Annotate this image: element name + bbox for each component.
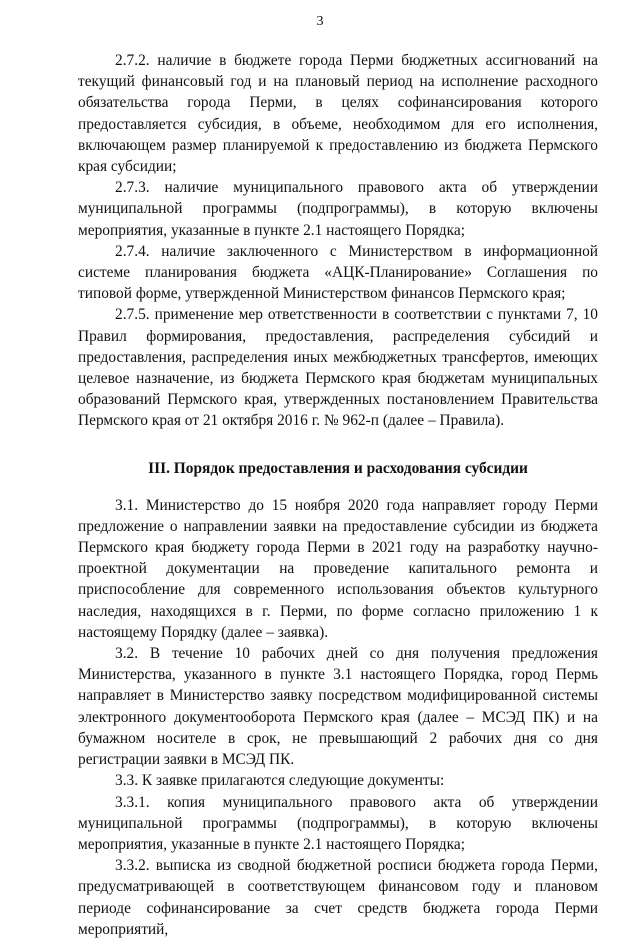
page-number: 3	[316, 14, 324, 29]
paragraph-2-7-5: 2.7.5. применение мер ответственности в соответствии с пунктами 7, 10 Правил формирования, предоставления, распределения субсидий и предоставления, распределения иных межбюджетных трансфертов, имеющих целевое назначение, из бюджета Пермского края бюджетам муниципальных образований Пермского края, утвержденных постановлением Правительства Пермского края от 21 октября 2016 г. № 962-п (далее – Правила).	[78, 306, 598, 430]
section-heading: III. Порядок предоставления и расходования субсидии	[148, 459, 528, 477]
paragraph-3-3-2: 3.3.2. выписка из сводной бюджетной росписи бюджета города Перми, предусматривающей в соответствующем финансовом году и плановом периоде софинансирование за счет средств бюджета города Перми мероприятий,	[78, 857, 598, 938]
document-body	[78, 50, 598, 940]
paragraph-3-3-1: 3.3.1. копия муниципального правового акта об утверждении муниципальной программы (подпрограммы), в которую включены мероприятия, указанные в пункте 2.1 настоящего Порядка;	[78, 793, 598, 853]
paragraph-2-7-3: 2.7.3. наличие муниципального правового акта об утверждении муниципальной программы (подпрограммы), в которую включены мероприятия, указанные в пункте 2.1 настоящего Порядка;	[78, 179, 598, 239]
paragraph-3-1: 3.1. Министерство до 15 ноября 2020 года направляет городу Перми предложение о направлении заявки на предоставление субсидии из бюджета Пермского края бюджету города Перми в 2021 году на разработку научно-проектной документации на проведение капитального ремонта и приспособление для современного использования объектов культурного наследия, находящихся в г. Перми, по форме согласно приложению 1 к настоящему Порядку (далее – заявка).	[78, 496, 598, 641]
paragraph-3-3: 3.3. К заявке прилагаются следующие документы:	[115, 772, 445, 790]
paragraph-2-7-4: 2.7.4. наличие заключенного с Министерством в информационной системе планирования бюджета «АЦК-Планирование» Соглашения по типовой форме, утвержденной Министерством финансов Пермского края;	[78, 242, 598, 303]
paragraph-3-2: 3.2. В течение 10 рабочих дней со дня получения предложения Министерства, указанного в пункте 3.1 настоящего Порядка, город Пермь направляет в Министерство заявку посредством модифицированной системы электронного документооборота Пермского края (далее – МСЭД ПК) и на бумажном носителе в срок, не превышающий 2 рабочих дня со дня регистрации заявки в МСЭД ПК.	[78, 645, 598, 769]
paragraph-2-7-2: 2.7.2. наличие в бюджете города Перми бюджетных ассигнований на текущий финансовый год и на плановый период на исполнение расходного обязательства города Перми, в целях софинансирования которого предоставляется субсидия, в объеме, необходимом для его исполнения, включающем размер планируемой к предоставлению из бюджета Пермского края субсидии;	[78, 52, 598, 176]
